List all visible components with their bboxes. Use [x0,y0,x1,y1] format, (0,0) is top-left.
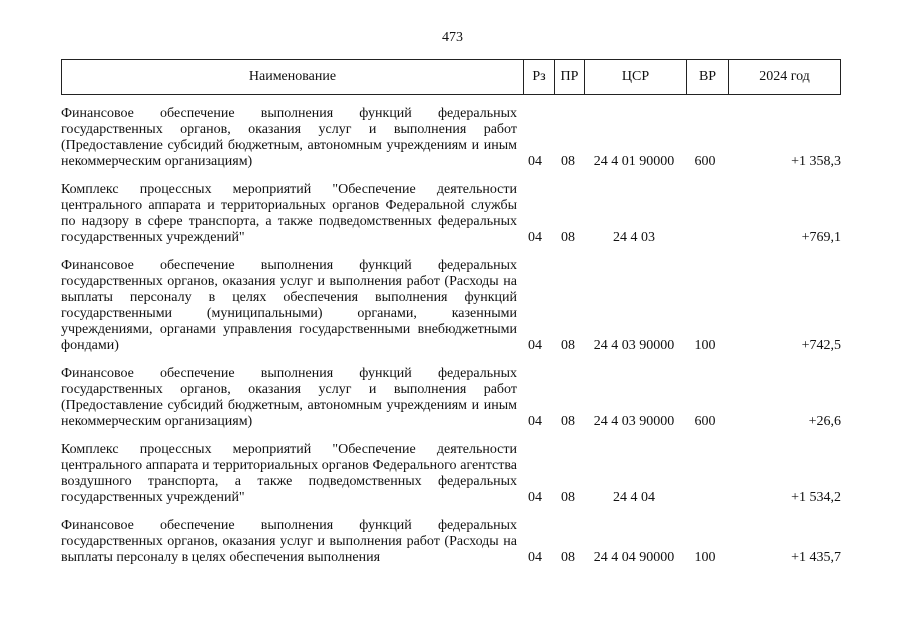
table-row [61,442,841,506]
row-vr: 600 [694,154,716,169]
row-name: Финансовое обеспечение выполнения функций федеральных государственных органов, оказания услуг и выполнения работ (Расходы на выплаты персоналу в целях обеспечения выполнения функций государственными (муниципальными) органами, казенными учреждениями, органами управления государственными внебюджетными фондами) [61,258,517,353]
row-csr: 24 4 04 [613,490,655,505]
row-csr: 24 4 04 90000 [593,550,675,565]
row-rz: 04 [528,490,542,505]
row-pr: 08 [561,154,575,169]
table-row [61,518,841,566]
table-header [61,59,841,95]
row-rz: 04 [528,414,542,429]
row-amount: +26,6 [808,414,841,429]
row-amount: +1 435,7 [791,550,841,565]
row-amount: +769,1 [801,230,841,245]
table-body [61,106,841,578]
row-vr: 600 [694,414,716,429]
row-csr: 24 4 03 90000 [593,414,675,429]
header-rz: Рз [523,60,554,94]
row-name: Комплекс процессных мероприятий "Обеспечение деятельности центрального аппарата и территориальных органов Федеральной службы по надзору в сфере транспорта, а также подведомственных федеральных государственных учреждений" [61,182,517,245]
header-name: Наименование [248,69,337,84]
row-csr: 24 4 03 90000 [593,338,675,353]
row-amount: +742,5 [801,338,841,353]
row-rz: 04 [528,230,542,245]
table-row [61,106,841,170]
page-number: 473 [442,30,463,45]
row-rz: 04 [528,154,542,169]
row-csr: 24 4 01 90000 [593,154,675,169]
row-name: Финансовое обеспечение выполнения функций федеральных государственных органов, оказания услуг и выполнения работ (Расходы на выплаты персоналу в целях обеспечения выполнения [61,518,517,565]
header-csr: ЦСР [584,60,686,94]
row-rz: 04 [528,550,542,565]
row-name: Комплекс процессных мероприятий "Обеспечение деятельности центрального аппарата и территориальных органов Федерального агентства воздушного транспорта, а также подведомственных федеральных государственных учреждений" [61,442,517,505]
row-amount: +1 358,3 [791,154,841,169]
header-year: 2024 год [728,60,840,94]
header-vr: ВР [686,60,728,94]
row-pr: 08 [561,550,575,565]
row-rz: 04 [528,338,542,353]
header-pr: ПР [554,60,584,94]
row-name: Финансовое обеспечение выполнения функций федеральных государственных органов, оказания услуг и выполнения работ (Предоставление субсидий бюджетным, автономным учреждениям и иным некоммерческим организациям) [61,366,517,429]
row-pr: 08 [561,414,575,429]
row-pr: 08 [561,490,575,505]
row-vr: 100 [694,338,716,353]
table-row [61,258,841,354]
row-pr: 08 [561,230,575,245]
table-row [61,182,841,246]
row-csr: 24 4 03 [613,230,655,245]
row-vr: 100 [694,550,716,565]
row-amount: +1 534,2 [791,490,841,505]
row-name: Финансовое обеспечение выполнения функций федеральных государственных органов, оказания услуг и выполнения работ (Предоставление субсидий бюджетным, автономным учреждениям и иным некоммерческим организациям) [61,106,517,169]
row-pr: 08 [561,338,575,353]
table-row [61,366,841,430]
